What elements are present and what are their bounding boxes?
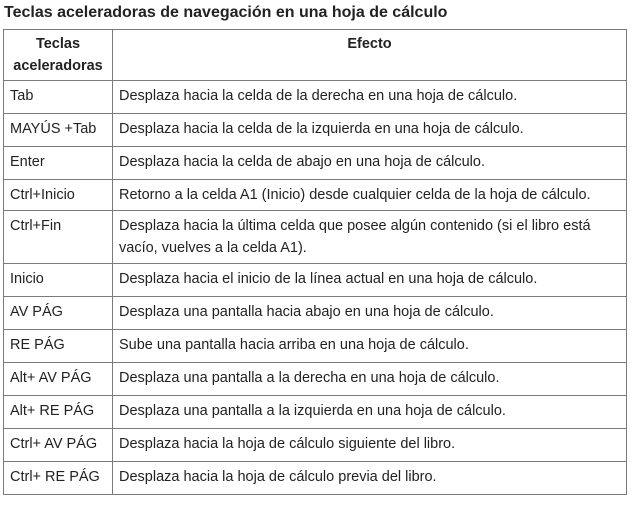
table-row [4,211,627,264]
table-row [4,297,627,330]
table-row [4,429,627,462]
effect-cell: Desplaza hacia la hoja de cálculo previa del libro. [113,462,627,495]
effect-cell: Desplaza una pantalla a la izquierda en una hoja de cálculo. [113,396,627,429]
table-row [4,396,627,429]
table-row [4,114,627,147]
effect-cell: Sube una pantalla hacia arriba en una hoja de cálculo. [113,330,627,363]
header-effect: Efecto [113,30,627,81]
key-cell: RE PÁG [4,330,113,363]
key-cell: Ctrl+Fin [4,211,113,264]
key-cell: Inicio [4,264,113,297]
effect-cell: Desplaza una pantalla hacia abajo en una hoja de cálculo. [113,297,627,330]
key-cell: MAYÚS +Tab [4,114,113,147]
key-cell: Ctrl+ AV PÁG [4,429,113,462]
table-caption: Teclas aceleradoras de navegación en una hoja de cálculo [4,4,448,21]
key-cell: Tab [4,81,113,114]
table-row [4,180,627,211]
effect-cell: Desplaza hacia la celda de la derecha en una hoja de cálculo. [113,81,627,114]
effect-cell: Desplaza hacia la última celda que posee algún contenido (si el libro está vacío, vuelves a la celda A1). [113,211,627,264]
key-cell: Alt+ AV PÁG [4,363,113,396]
effect-cell: Desplaza hacia la celda de la izquierda en una hoja de cálculo. [113,114,627,147]
header-row [4,30,627,81]
effect-cell: Desplaza hacia la hoja de cálculo siguiente del libro. [113,429,627,462]
key-cell: Ctrl+Inicio [4,180,113,211]
effect-cell: Retorno a la celda A1 (Inicio) desde cualquier celda de la hoja de cálculo. [113,180,627,211]
table-row [4,462,627,495]
table-row [4,81,627,114]
shortcut-table [3,29,627,495]
key-cell: Ctrl+ RE PÁG [4,462,113,495]
effect-cell: Desplaza una pantalla a la derecha en una hoja de cálculo. [113,363,627,396]
table-row [4,363,627,396]
key-cell: Enter [4,147,113,180]
table-row [4,147,627,180]
effect-cell: Desplaza hacia el inicio de la línea actual en una hoja de cálculo. [113,264,627,297]
header-keys: Teclas aceleradoras [4,30,113,81]
key-cell: AV PÁG [4,297,113,330]
key-cell: Alt+ RE PÁG [4,396,113,429]
table-row [4,264,627,297]
effect-cell: Desplaza hacia la celda de abajo en una hoja de cálculo. [113,147,627,180]
table-row [4,330,627,363]
